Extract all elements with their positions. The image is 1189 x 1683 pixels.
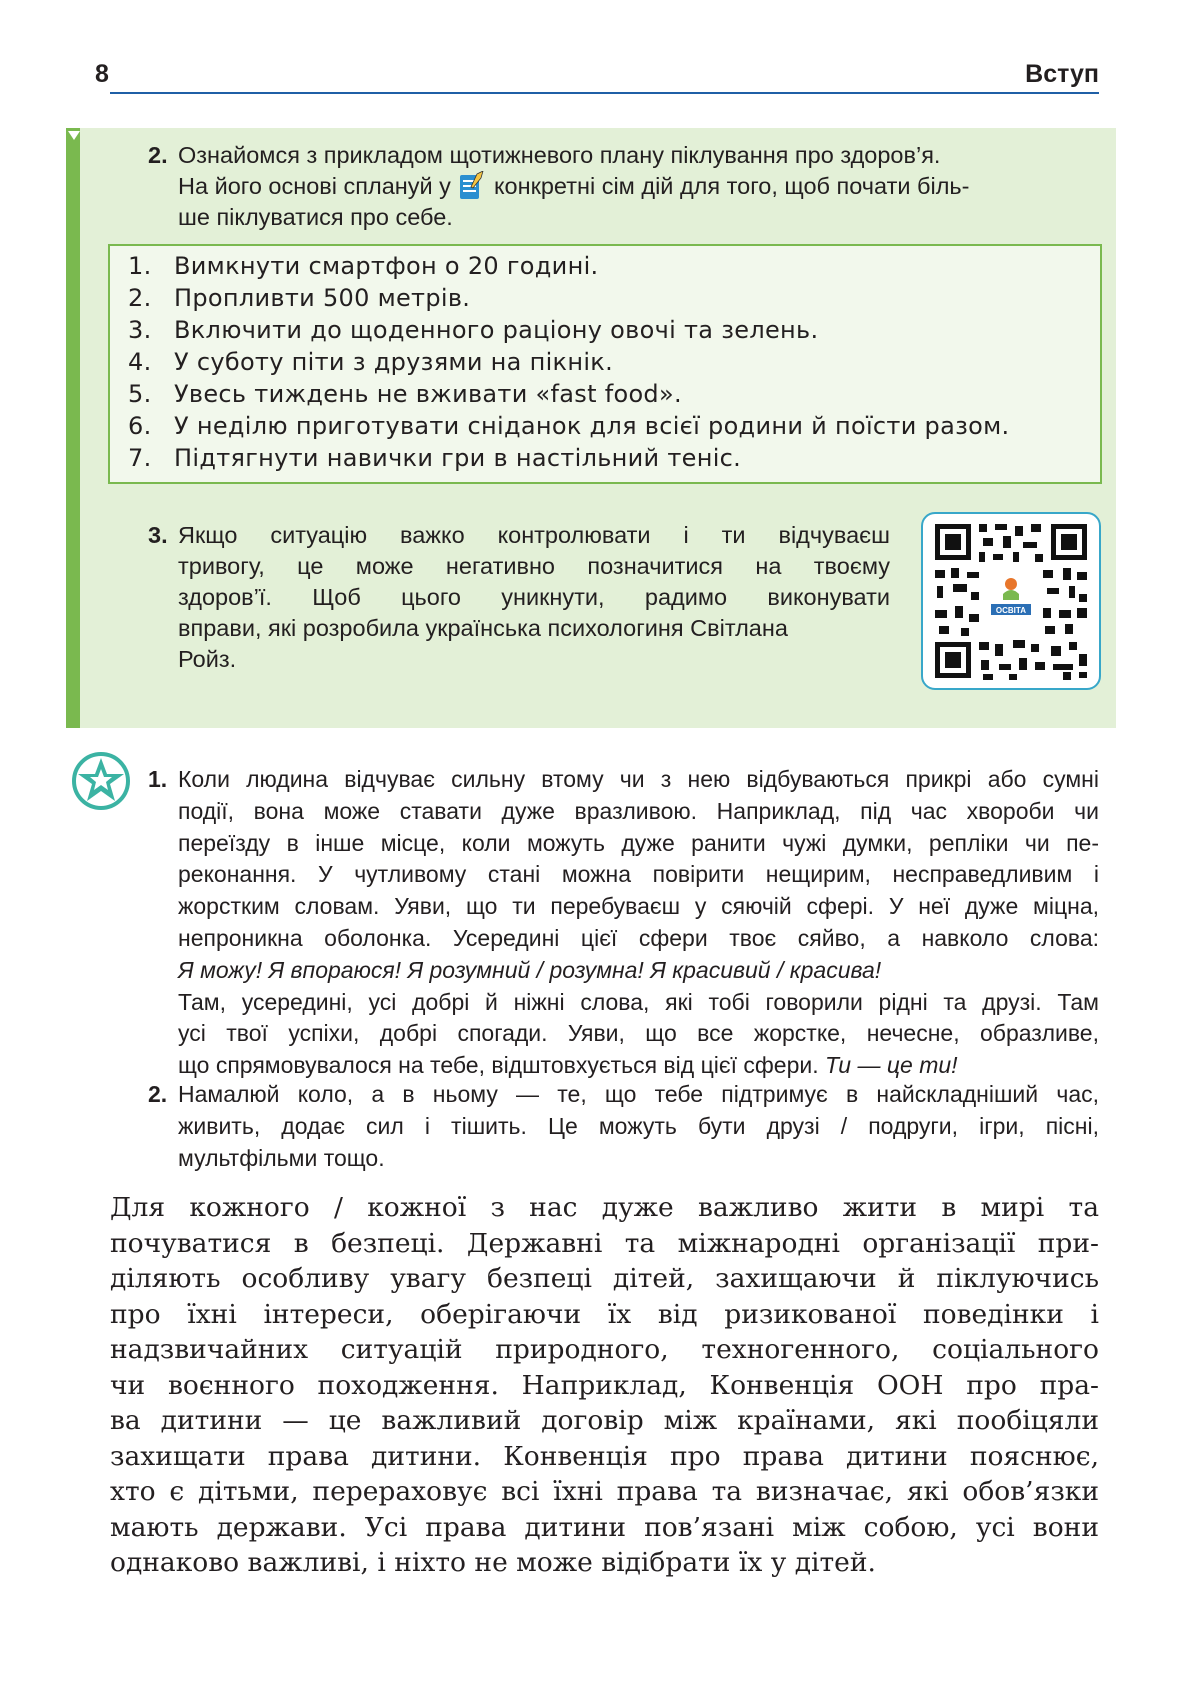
task-line-italic: Я можу! Я впораюся! Я розумний / розумна! Я красивий / красива!	[178, 956, 882, 983]
paragraph-line: мають держави. Усі права дитини пов’язані між собою, усі вони	[110, 1511, 1099, 1543]
list-item: 7. Підтягнути навички гри в настільний теніс.	[128, 444, 742, 472]
triangle-marker-icon	[68, 131, 80, 140]
task-number: 1.	[148, 766, 168, 792]
task-line: Намалюй коло, а в ньому — те, що тебе підтримує в найскладніший час,	[178, 1081, 1099, 1107]
paragraph-line: ва дитини — це важливий договір між країнами, які пообіцяли	[110, 1405, 1099, 1436]
task-line: Коли людина відчуває сильну втому чи з нею відбуваються прикрі або сумні	[178, 766, 1099, 792]
list-item: 6. У неділю приготувати сніданок для всієї родини й поїсти разом.	[128, 412, 1010, 440]
qr-logo-text: ОСВІТА	[995, 606, 1027, 615]
task-line	[178, 171, 1098, 202]
paragraph-line: діляють особливу увагу безпеці дітей, захищаючи й піклуючись	[110, 1263, 1099, 1294]
task-number: 3.	[148, 522, 168, 548]
paragraph-line: почуватися в безпеці. Державні та міжнародні організації при-	[110, 1227, 1099, 1259]
task-line: усі твої успіхи, добрі спогади. Уяви, що все жорстке, нечесне, образливе,	[178, 1020, 1099, 1047]
task-line	[178, 1050, 1099, 1082]
task-2	[148, 140, 1098, 233]
task-line: Якщо ситуацію важко контролювати і ти відчуваєш	[178, 522, 890, 548]
task-line: вправи, які розробила українська психологиня Світлана	[178, 615, 788, 641]
task-line: Ройз.	[178, 646, 237, 672]
task-line: тривогу, це може негативно позначитися на твоєму	[178, 553, 890, 579]
section-title: Вступ	[1025, 60, 1099, 88]
paragraph-line: Для кожного / кожної з нас дуже важливо жити в мирі та	[110, 1192, 1099, 1223]
list-item: 4. У суботу піти з друзями на пікнік.	[128, 348, 614, 376]
notebook-pencil-icon	[459, 171, 485, 201]
task-line: переїзду в інше місце, коли можуть дуже ранити чужі думки, репліки чи пе-	[178, 829, 1099, 856]
list-item: 2. Пропливти 500 метрів.	[128, 284, 471, 312]
star-icon	[72, 752, 130, 810]
paragraph-line: про їхні інтереси, оберігаючи їх від ризикованої поведінки і	[110, 1298, 1099, 1330]
list-item: 1. Вимкнути смартфон о 20 годині.	[128, 252, 599, 280]
plan-list	[108, 244, 1102, 484]
paragraph-line: однаково важливі, і ніхто не може відібрати їх у дітей.	[110, 1547, 876, 1578]
star-task-2	[148, 1079, 1099, 1174]
task-3	[148, 520, 890, 675]
task-line: Ознайомся з прикладом щотижневого плану піклування про здоров’я.	[178, 142, 941, 168]
task-number: 2.	[148, 142, 168, 168]
list-item: 3. Включити до щоденного раціону овочі та зелень.	[128, 316, 819, 344]
task-line: Там, усередині, усі добрі й ніжні слова, які тобі говорили рідні та друзі. Там	[178, 988, 1099, 1015]
paragraph-line: надзвичайних ситуацій природного, техногенного, соціального	[110, 1334, 1099, 1365]
task-line: події, вона може ставати дуже вразливою. Наприклад, під час хвороби чи	[178, 797, 1099, 824]
header-rule	[110, 92, 1099, 94]
task-line: реконання. У чутливому стані можна повірити нещирим, несправедливим і	[178, 861, 1099, 888]
qr-code[interactable]	[921, 512, 1101, 690]
paragraph-line: чи воєнного походження. Наприклад, Конвенція ООН про пра-	[110, 1369, 1099, 1401]
task-line: ше піклуватися про себе.	[178, 204, 453, 230]
main-paragraph	[110, 1190, 1099, 1581]
task-line: непроникна оболонка. Усередині цієї сфери твоє сяйво, а навколо слова:	[178, 924, 1099, 951]
task-line: здоров’ї. Щоб цього уникнути, радимо виконувати	[178, 584, 890, 610]
task-text-italic: Ти — це ти!	[825, 1052, 958, 1079]
page-number: 8	[95, 60, 109, 88]
paragraph-line: захищати права дитини. Конвенція про права дитини пояснює,	[110, 1440, 1099, 1472]
task-line: живить, додає сил і тішить. Це можуть бути друзі / подруги, ігри, пісні,	[178, 1112, 1099, 1139]
task-text: що спрямовувалося на тебе, відштовхується від цієї сфери.	[178, 1052, 819, 1079]
qr-code-image	[923, 514, 1099, 688]
task-text: На його основі сплануй у	[178, 173, 451, 199]
star-task-1	[148, 764, 1099, 1082]
task-number: 2.	[148, 1081, 168, 1107]
task-text: конкретні сім дій для того, щоб почати біль-	[493, 173, 970, 199]
paragraph-line: хто є дітьми, перераховує всі їхні права та визначає, які обов’язки	[110, 1476, 1099, 1507]
task-line: жорстким словам. Уяви, що ти перебуваєш у сяючій сфері. У неї дуже міцна,	[178, 893, 1099, 920]
exercise-box-bar	[66, 128, 80, 728]
task-line: мультфільми тощо.	[178, 1144, 385, 1171]
list-item: 5. Увесь тиждень не вживати «fast food».	[128, 380, 682, 408]
